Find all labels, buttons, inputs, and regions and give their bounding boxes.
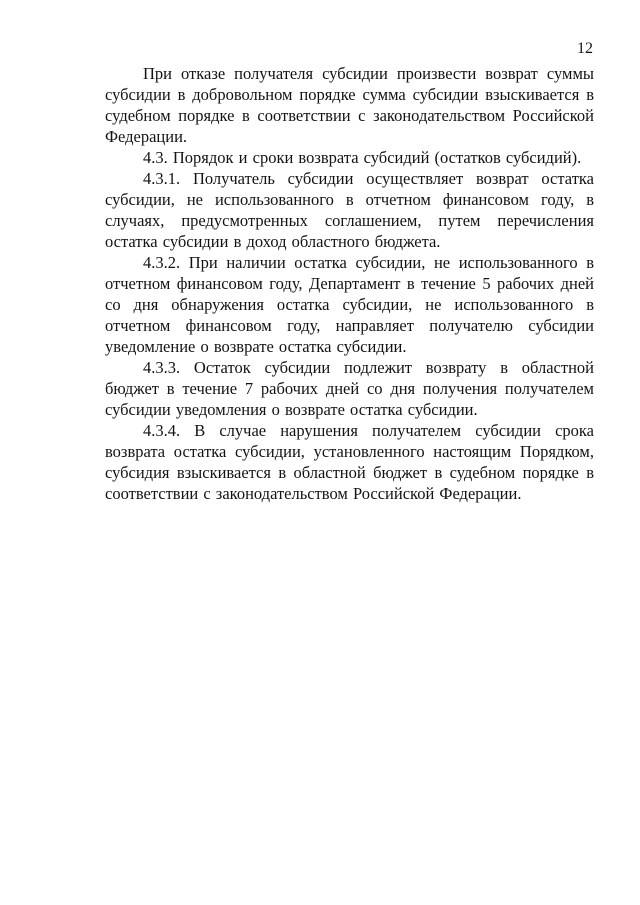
paragraph: 4.3.1. Получатель субсидии осуществляет возврат остатка субсидии, не использованного в отчетном финансовом году, в случаях, предусмотренных соглашением, путем перечисления остатка субсидии в доход областного бюджета. xyxy=(105,169,594,251)
paragraph: 4.3. Порядок и сроки возврата субсидий (остатков субсидий). xyxy=(143,148,582,167)
paragraph: 4.3.3. Остаток субсидии подлежит возврату в областной бюджет в течение 7 рабочих дней со дня получения получателем субсидии уведомления о возврате остатка субсидии. xyxy=(105,358,594,419)
paragraph: 4.3.4. В случае нарушения получателем субсидии срока возврата остатка субсидии, установленного настоящим Порядком, субсидия взыскивается в областной бюджет в судебном порядке в соответствии с законодательством Российской Федерации. xyxy=(105,421,594,503)
page-number: 12 xyxy=(577,40,593,57)
paragraph: При отказе получателя субсидии произвести возврат суммы субсидии в добровольном порядке сумма субсидии взыскивается в судебном порядке в соответствии с законодательством Российской Федерации. xyxy=(105,64,594,146)
paragraph: 4.3.2. При наличии остатка субсидии, не использованного в отчетном финансовом году, Департамент в течение 5 рабочих дней со дня обнаружения остатка субсидии, не использованного в отчетном финансовом году, направляет получателю субсидии уведомление о возврате остатка субсидии. xyxy=(105,253,594,356)
document-body xyxy=(105,63,594,504)
